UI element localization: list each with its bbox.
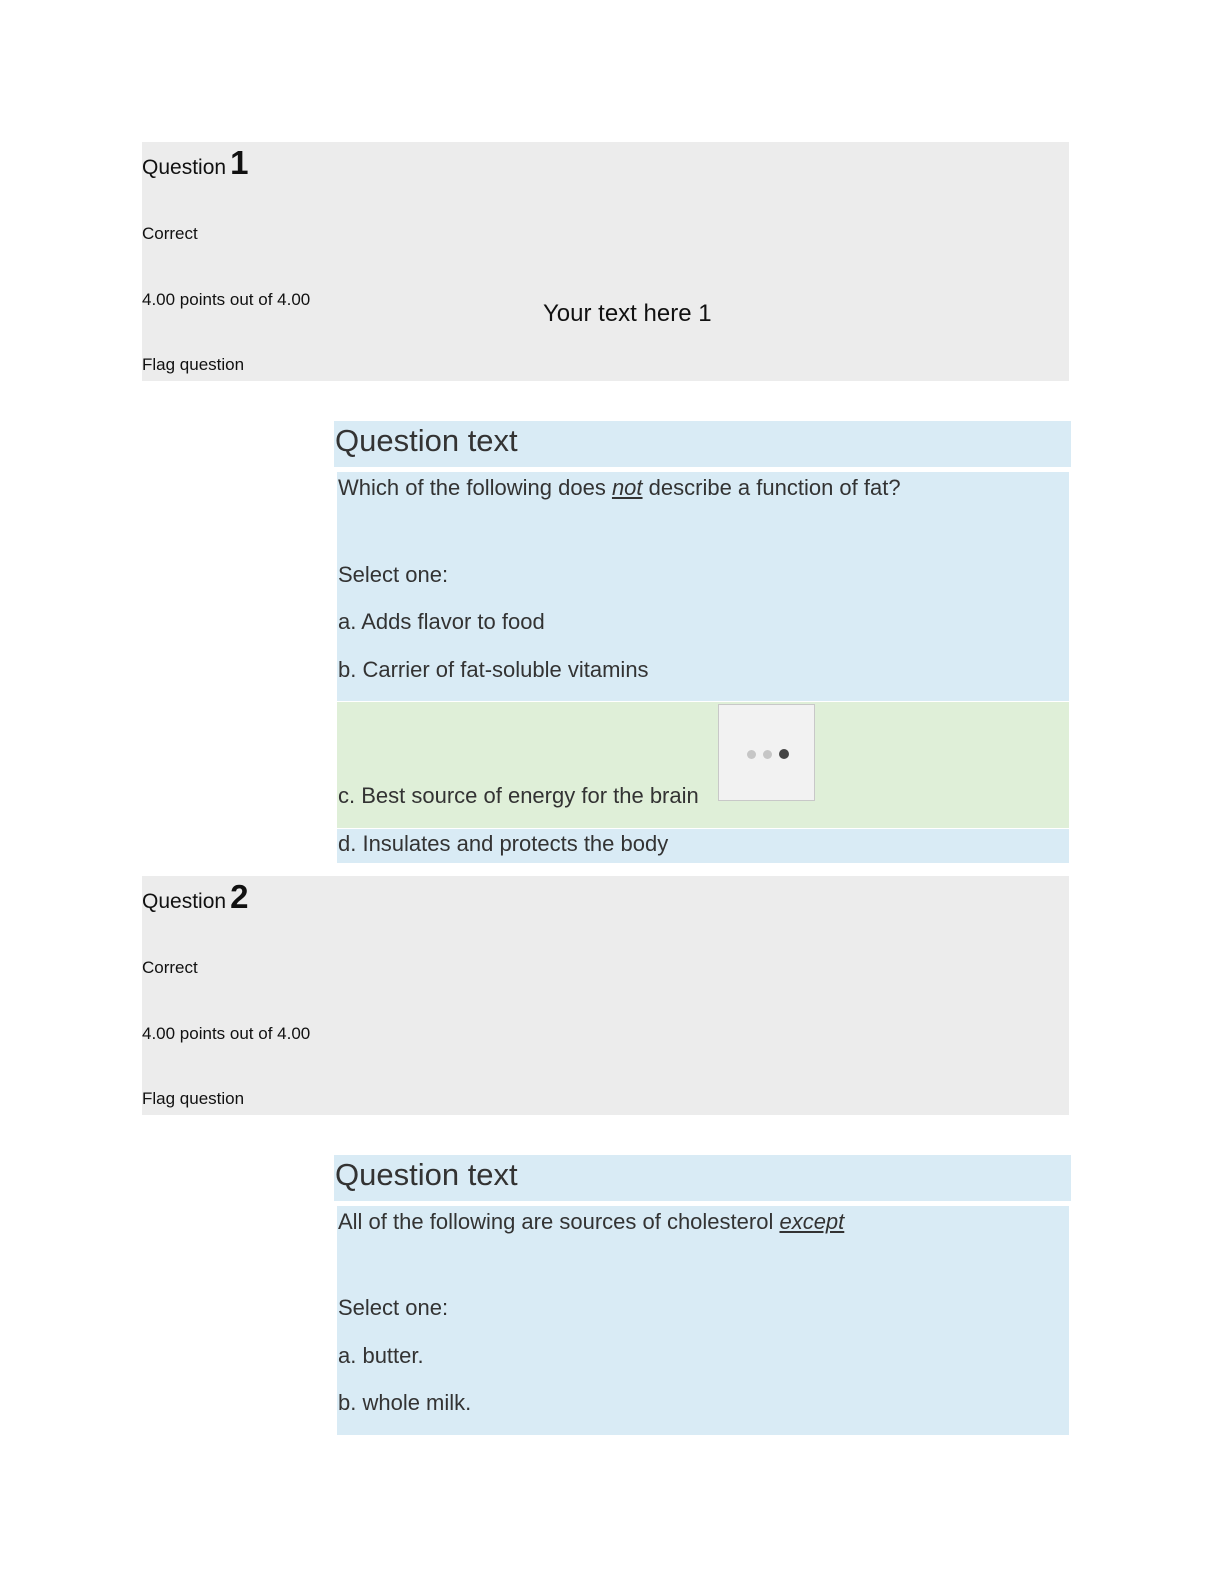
stem-emphasis: except [779, 1209, 845, 1234]
question-number [142, 878, 248, 916]
question-state: Correct [142, 224, 198, 243]
answer-option-c-correct [337, 702, 1069, 828]
question-text-heading: Question text [335, 423, 518, 458]
flag-question-link[interactable]: Flag question [142, 355, 245, 374]
question-1-heading [334, 421, 1071, 467]
answer-option-a[interactable]: a. Adds flavor to food [338, 609, 545, 634]
question-1-info [142, 142, 1069, 381]
question-number [142, 144, 248, 182]
select-one-prompt: Select one: [338, 1295, 449, 1320]
question-label: Question [142, 890, 227, 913]
question-2-heading [334, 1155, 1071, 1201]
question-state: Correct [142, 958, 198, 977]
answer-option-c[interactable]: c. Best source of energy for the brain [338, 783, 699, 808]
flag-question-link[interactable]: Flag question [142, 1089, 245, 1108]
loader-dot [763, 750, 772, 759]
question-number-value: 1 [230, 144, 249, 181]
question-label: Question [142, 156, 227, 179]
answer-option-d-row [337, 829, 1069, 863]
question-text-heading: Question text [335, 1157, 518, 1192]
stem-text-end: describe a function of fat? [642, 475, 901, 500]
select-one-prompt: Select one: [338, 562, 449, 587]
question-2-body [337, 1206, 1069, 1435]
question-number-value: 2 [230, 878, 249, 915]
question-grade: 4.00 points out of 4.00 [142, 290, 311, 309]
question-stem [338, 1209, 844, 1235]
loader-dot [779, 749, 789, 759]
question-2-info [142, 876, 1069, 1115]
question-stem [338, 475, 901, 501]
overlay-text: Your text here 1 [543, 300, 712, 327]
loader-dot [747, 750, 756, 759]
stem-text: All of the following are sources of cholesterol [338, 1209, 780, 1234]
answer-option-a[interactable]: a. butter. [338, 1343, 424, 1368]
stem-emphasis: not [611, 475, 643, 500]
answer-option-d[interactable]: d. Insulates and protects the body [338, 831, 669, 856]
loading-spinner-icon [718, 704, 815, 801]
answer-option-b[interactable]: b. Carrier of fat-soluble vitamins [338, 657, 649, 682]
question-1-body [337, 472, 1069, 701]
stem-text: Which of the following does [338, 475, 612, 500]
question-grade: 4.00 points out of 4.00 [142, 1024, 311, 1043]
answer-option-b[interactable]: b. whole milk. [338, 1390, 472, 1415]
